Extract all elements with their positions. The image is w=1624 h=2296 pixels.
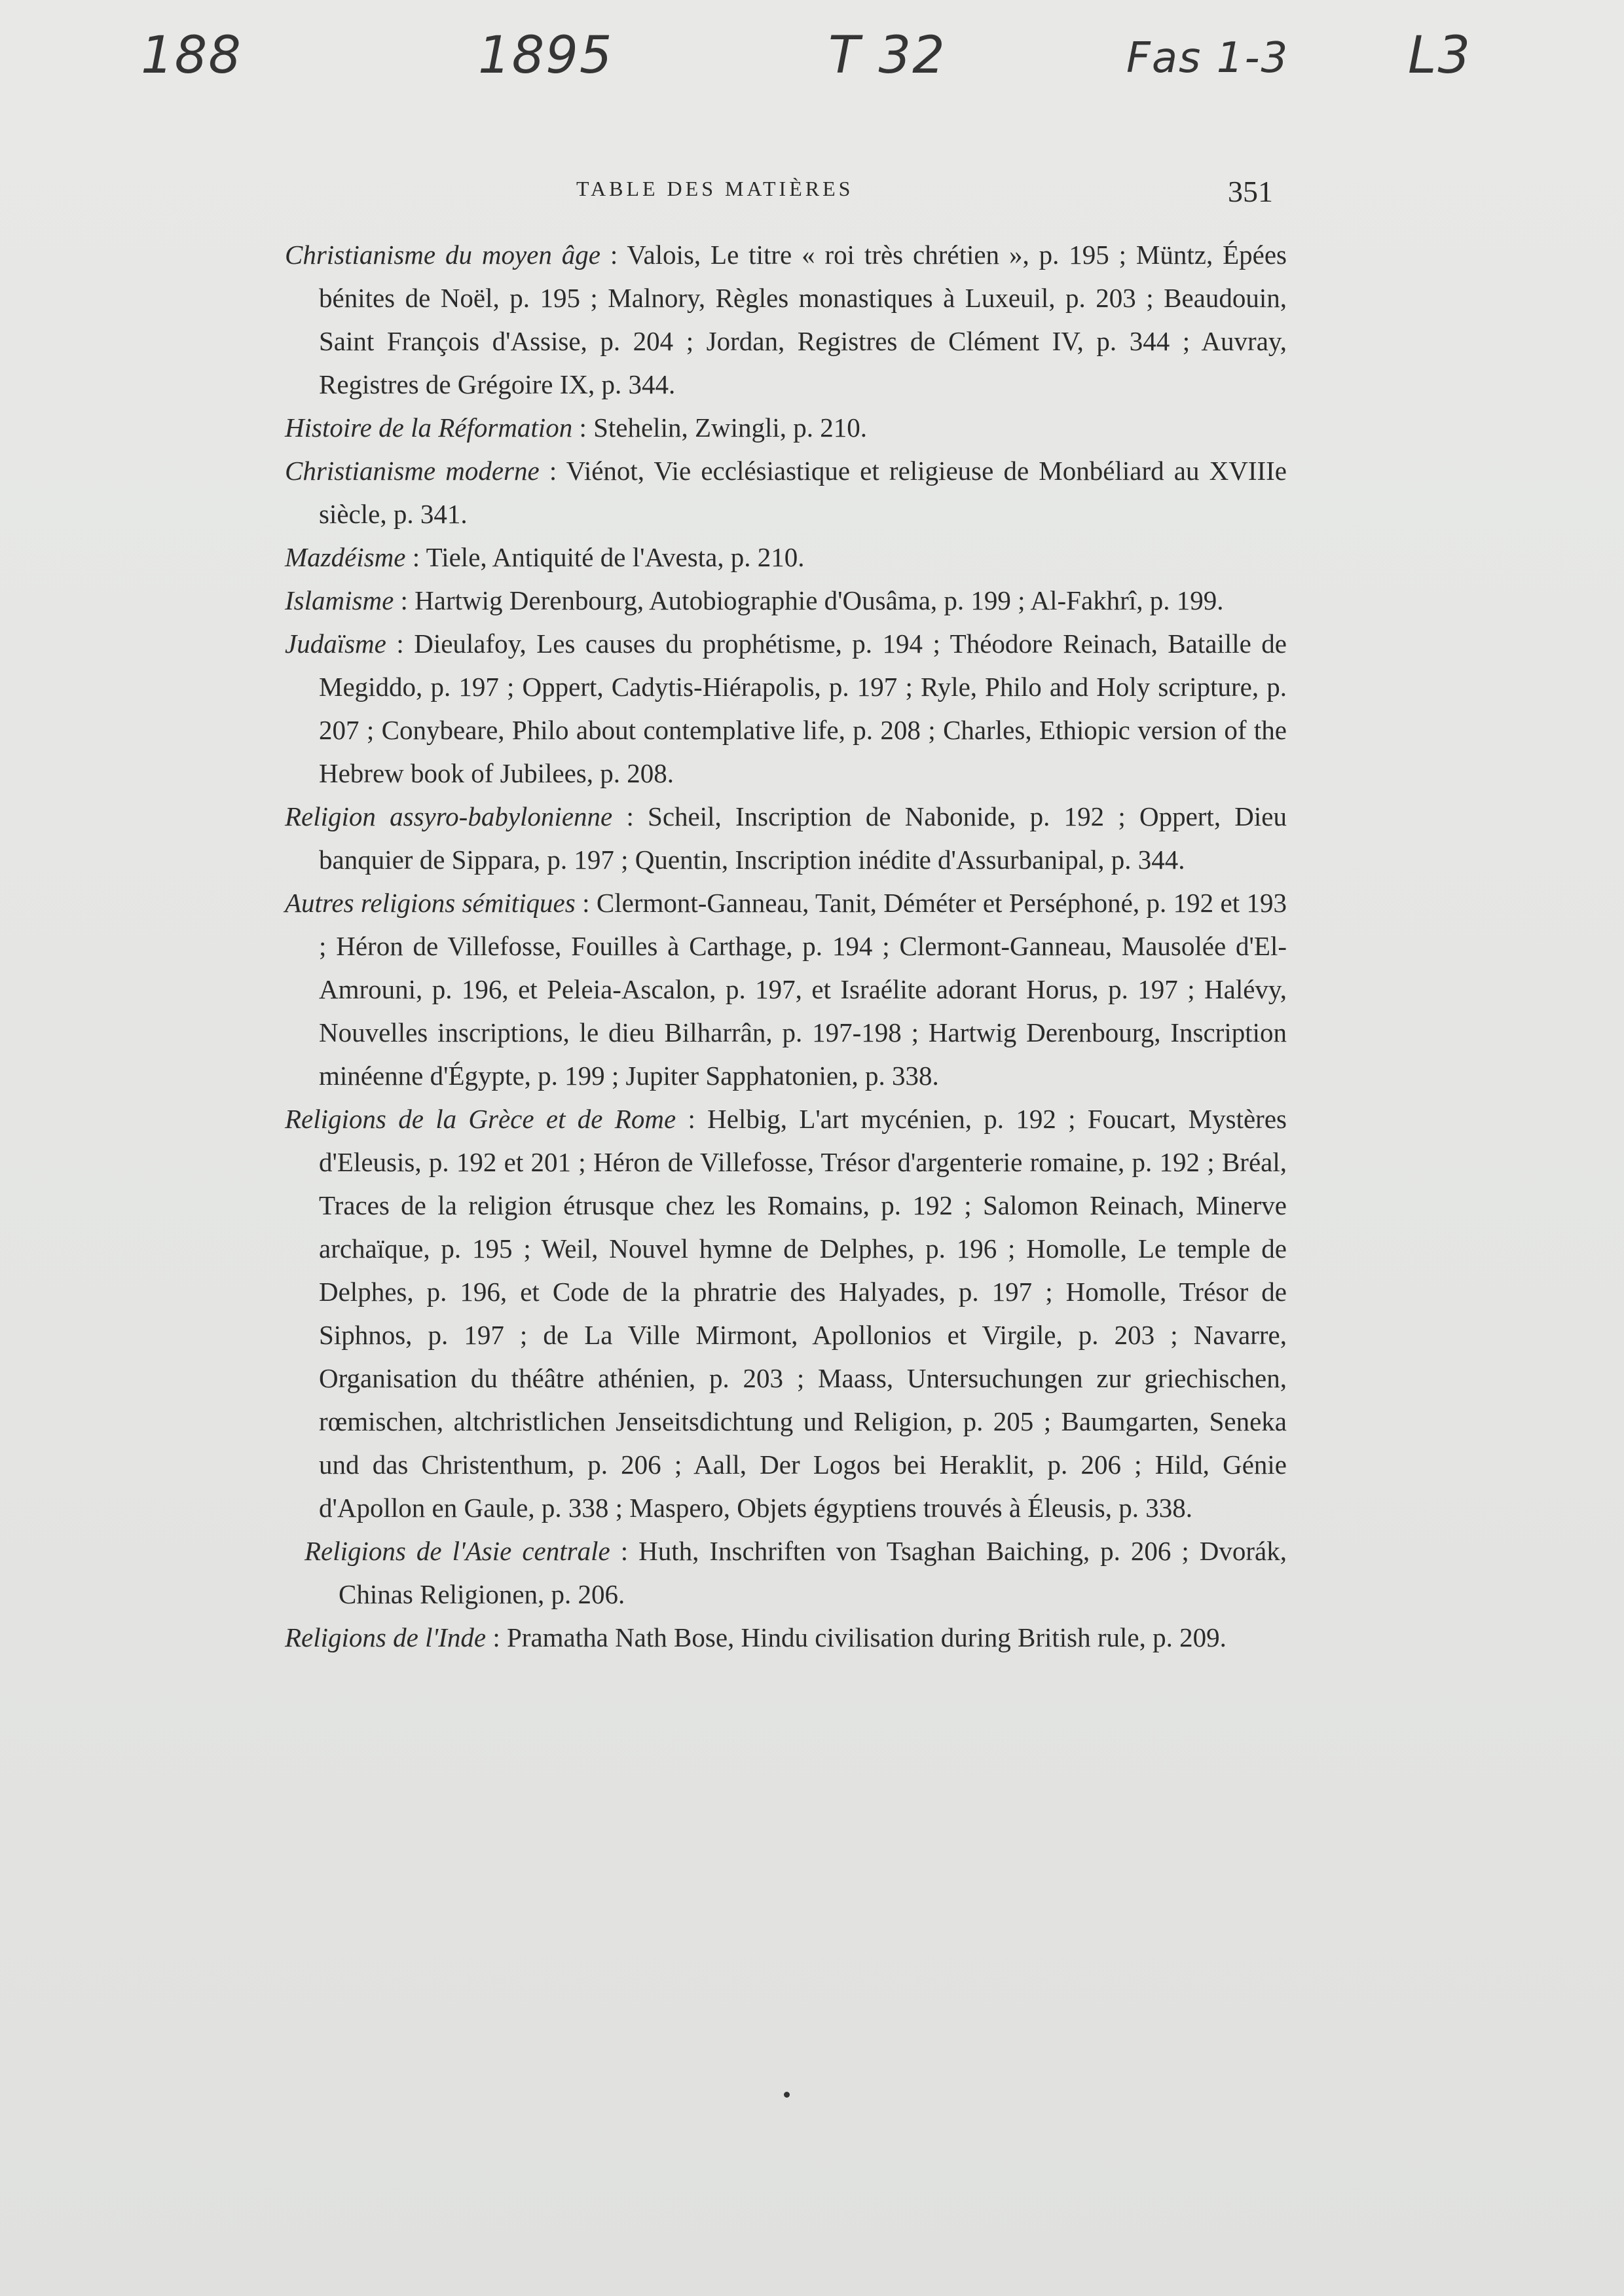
handwritten-mark: Fas 1-3 xyxy=(1126,34,1289,82)
toc-entry xyxy=(285,795,1287,881)
toc-text: : Viénot, Vie ecclésiastique et religieuse de Monbéliard au XVIIIe siècle, p. 341. xyxy=(319,456,1287,529)
toc-entry xyxy=(285,536,1287,579)
toc-entry xyxy=(285,579,1287,622)
toc-topic: Christianisme moderne xyxy=(285,456,540,486)
toc-text: : Dieulafoy, Les causes du prophétisme, p. 194 ; Théodore Reinach, Bataille de Megiddo, p. 197 ; Oppert, Cadytis-Hiérapolis, p. 197 ; Ryle, Philo and Holy scripture, p. 207 ; Conybeare, Philo about contemplative life, p. 208 ; Charles, Ethiopic version of the Hebrew book of Jubilees, p. 208. xyxy=(319,629,1287,788)
toc-topic: Histoire de la Réformation xyxy=(285,412,573,443)
toc-topic: Christianisme du moyen âge xyxy=(285,240,600,270)
toc-entry xyxy=(285,1097,1287,1529)
table-of-contents-body xyxy=(285,233,1287,1659)
page-number: 351 xyxy=(1228,175,1273,208)
toc-text: : Clermont-Ganneau, Tanit, Déméter et Perséphoné, p. 192 et 193 ; Héron de Villefosse, Fouilles à Carthage, p. 194 ; Clermont-Ganneau, Mausolée d'El-Amrouni, p. 196, et Peleia-Ascalon, p. 197, et Israélite adorant Horus, p. 197 ; Halévy, Nouvelles inscriptions, le dieu Bilharrân, p. 197-198 ; Hartwig Derenbourg, Inscription minéenne d'Égypte, p. 199 ; Jupiter Sapphatonien, p. 338. xyxy=(319,888,1287,1091)
toc-entry xyxy=(285,622,1287,795)
toc-entry xyxy=(285,449,1287,536)
toc-text: : Pramatha Nath Bose, Hindu civilisation during British rule, p. 209. xyxy=(486,1622,1227,1652)
toc-topic: Religions de la Grèce et de Rome xyxy=(285,1104,676,1134)
toc-entry xyxy=(285,406,1287,449)
toc-text: : Tiele, Antiquité de l'Avesta, p. 210. xyxy=(405,542,805,572)
toc-text: : Valois, Le titre « roi très chrétien », p. 195 ; Müntz, Épées bénites de Noël, p. 195 ; Malnory, Règles monastiques à Luxeuil, p. 203 ; Beaudouin, Saint François d'Assise, p. 204 ; Jordan, Registres de Clément IV, p. 344 ; Auvray, Registres de Grégoire IX, p. 344. xyxy=(319,240,1287,399)
toc-topic: Judaïsme xyxy=(285,629,386,659)
toc-topic: Islamisme xyxy=(285,585,394,615)
handwritten-mark: 188 xyxy=(141,26,242,85)
handwritten-mark: L3 xyxy=(1408,26,1472,85)
running-head-title: TABLE DES MATIÈRES xyxy=(576,177,854,200)
toc-text: : Scheil, Inscription de Nabonide, p. 192 ; Oppert, Dieu banquier de Sippara, p. 197 ; Quentin, Inscription inédite d'Assurbanipal, p. 344. xyxy=(319,801,1287,875)
toc-entry xyxy=(285,233,1287,406)
toc-entry xyxy=(285,881,1287,1097)
handwritten-mark: 1895 xyxy=(478,26,614,85)
handwritten-mark: T 32 xyxy=(828,26,946,85)
toc-text: : Huth, Inschriften von Tsaghan Baiching, p. 206 ; Dvorák, Chinas Religionen, p. 206. xyxy=(339,1536,1287,1609)
toc-text: : Helbig, L'art mycénien, p. 192 ; Foucart, Mystères d'Eleusis, p. 192 et 201 ; Héron de Villefosse, Trésor d'argenterie romaine, p. 192 ; Bréal, Traces de la religion étrusque chez les Romains, p. 192 ; Salomon Reinach, Minerve archaïque, p. 195 ; Weil, Nouvel hymne de Delphes, p. 196 ; Homolle, Le temple de Delphes, p. 196, et Code de la phratrie des Halyades, p. 197 ; Homolle, Trésor de Siphnos, p. 197 ; de La Ville Mirmont, Apollonios et Virgile, p. 203 ; Navarre, Organisation du théâtre athénien, p. 203 ; Maass, Untersuchungen zur griechischen, rœmischen, altchristlichen Jenseitsdichtung und Religion, p. 205 ; Baumgarten, Seneka und das Christenthum, p. 206 ; Aall, Der Logos bei Heraklit, p. 206 ; Hild, Génie d'Apollon en Gaule, p. 338 ; Maspero, Objets égyptiens trouvés à Éleusis, p. 338. xyxy=(319,1104,1287,1523)
toc-topic: Mazdéisme xyxy=(285,542,406,572)
toc-topic: Religions de l'Inde xyxy=(285,1622,487,1652)
toc-topic: Autres religions sémitiques xyxy=(285,888,576,918)
toc-topic: Religions de l'Asie centrale xyxy=(304,1536,610,1566)
toc-text: : Hartwig Derenbourg, Autobiographie d'Ousâma, p. 199 ; Al-Fakhrî, p. 199. xyxy=(394,585,1224,615)
toc-entry xyxy=(304,1529,1287,1616)
toc-topic: Religion assyro-babylonienne xyxy=(285,801,613,831)
ink-dot xyxy=(784,2092,790,2098)
toc-entry xyxy=(285,1616,1287,1659)
toc-text: : Stehelin, Zwingli, p. 210. xyxy=(572,412,868,443)
